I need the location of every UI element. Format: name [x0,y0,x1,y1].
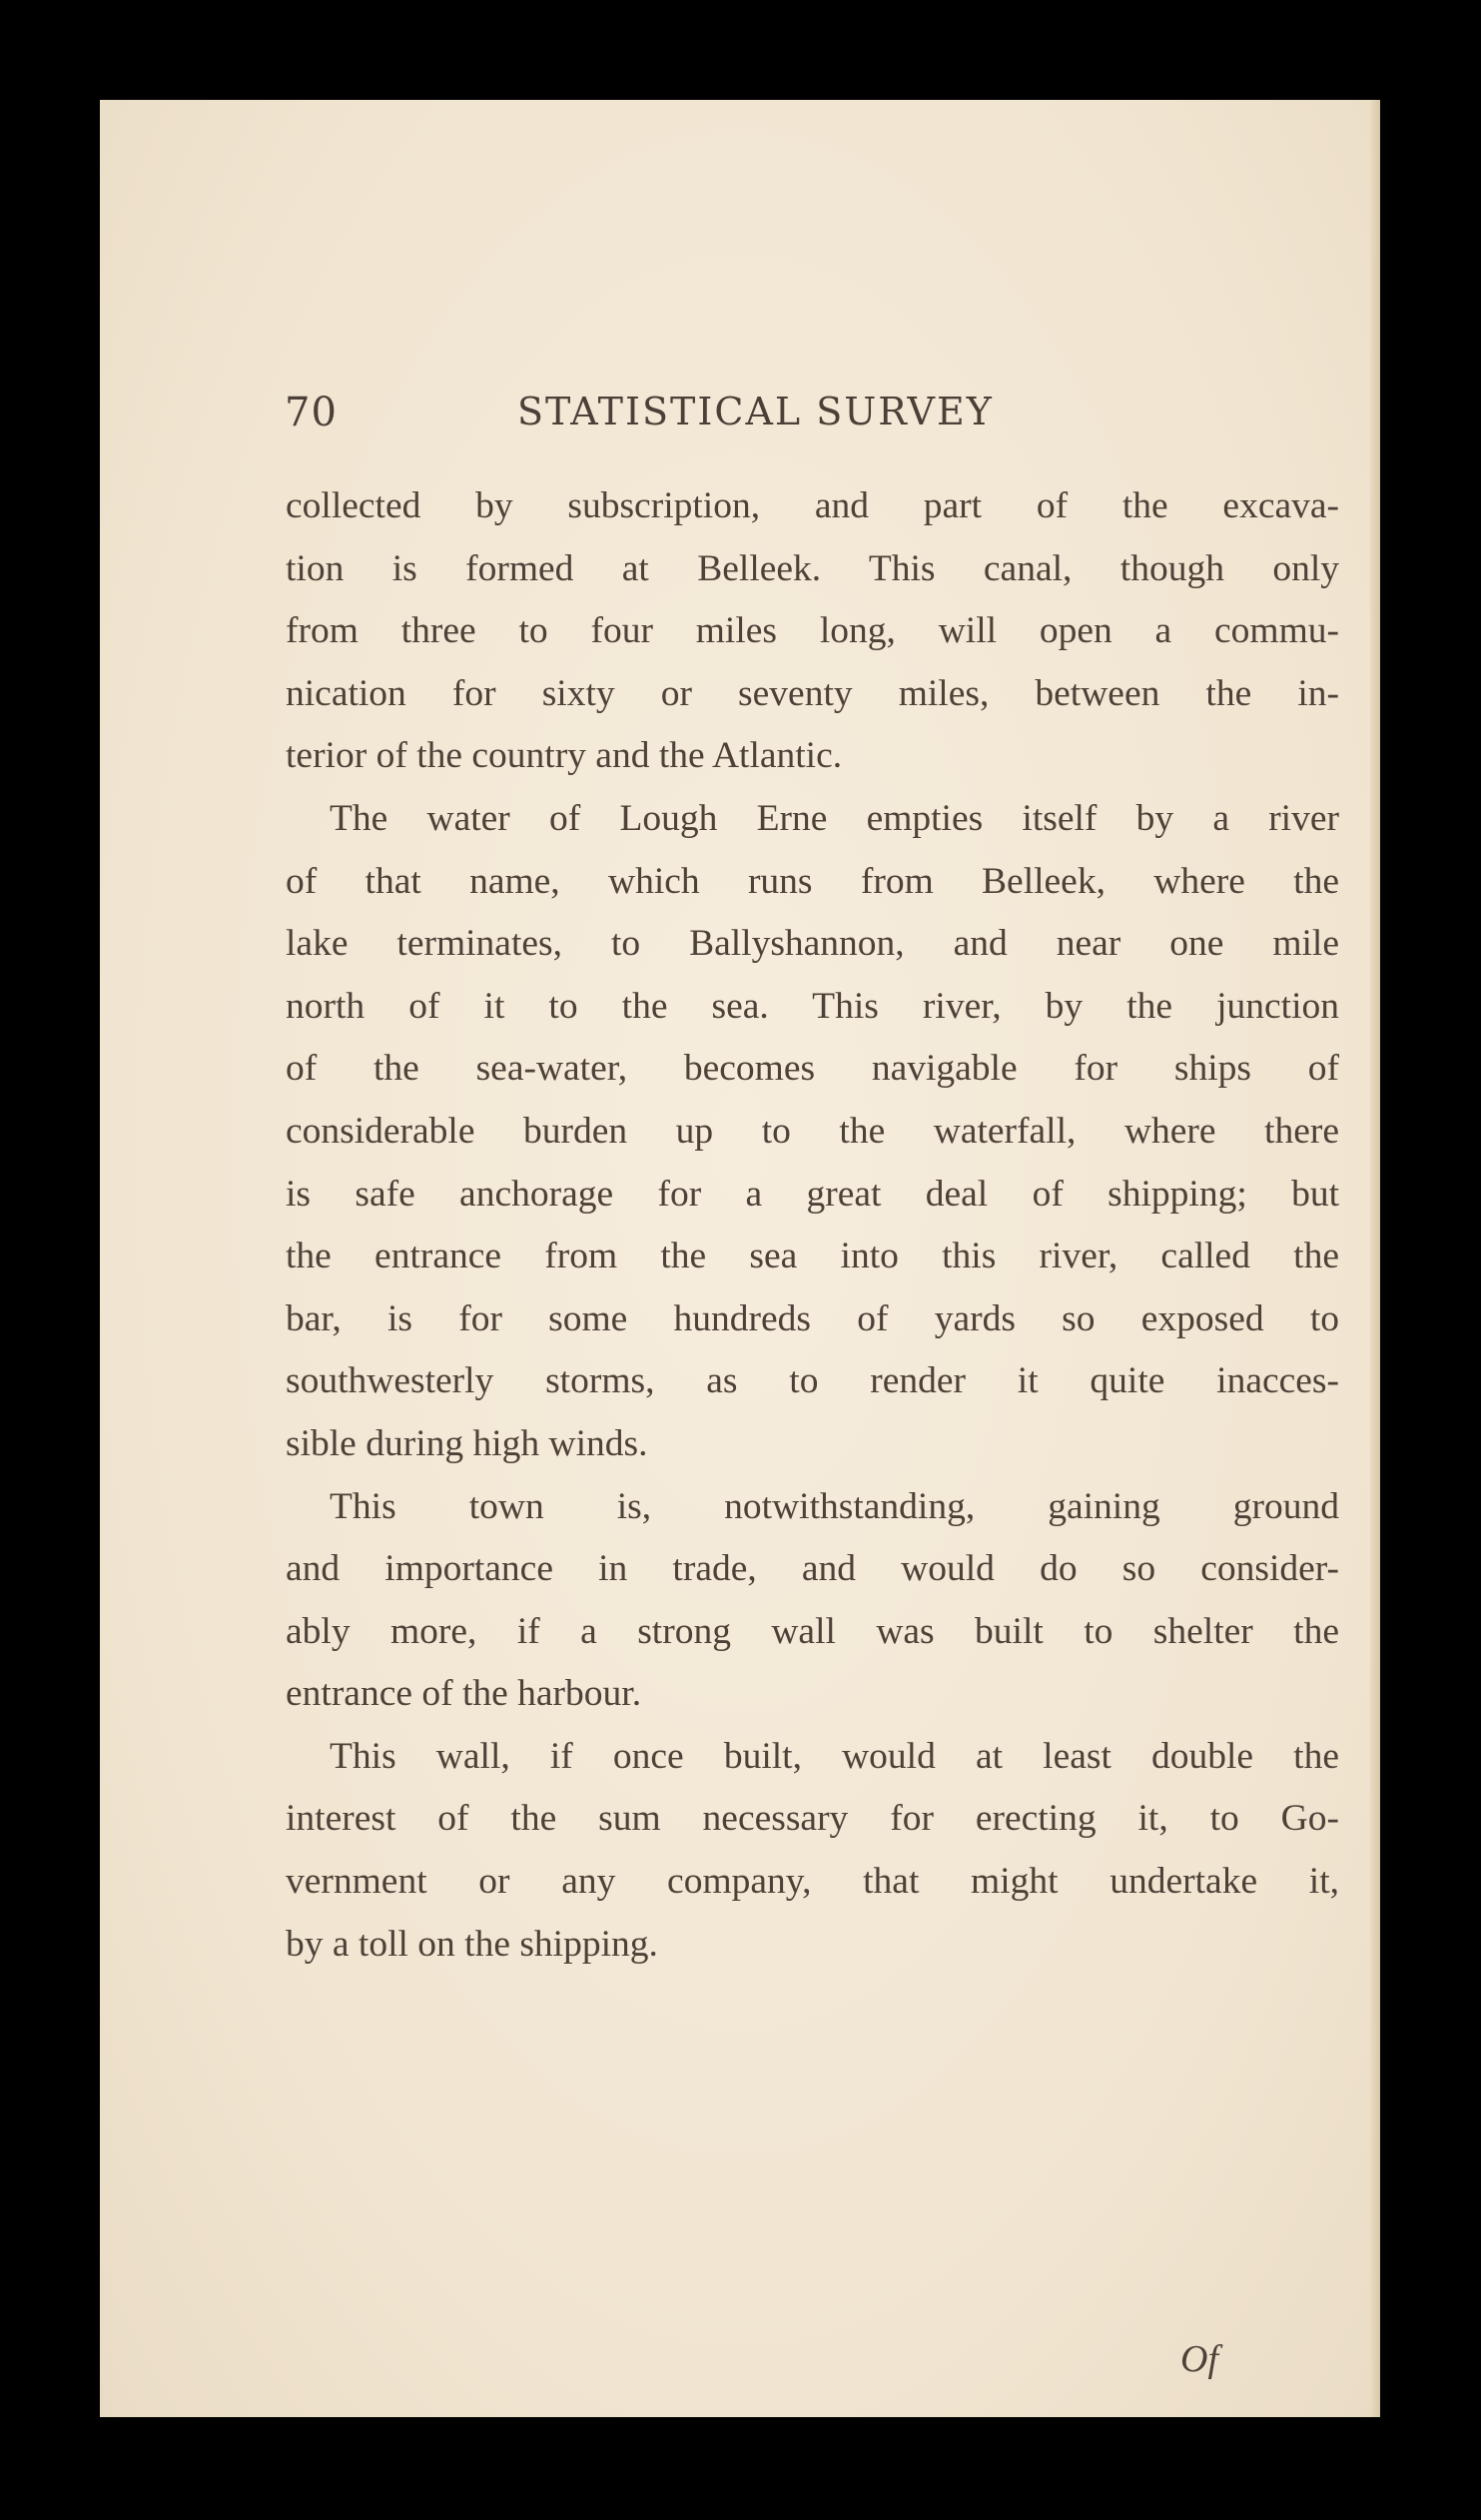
text-line: considerable burden up to the waterfall, where there [286,1110,1339,1152]
page-edge [1370,100,1380,2417]
text-line: bar, is for some hundreds of yards so exposed to [286,1297,1339,1339]
text-line: interest of the sum necessary for erecting it, to Go- [286,1798,1339,1840]
text-line: north of it to the sea. This river, by the junction [286,985,1339,1027]
body-text [286,475,1339,1976]
text-line: tion is formed at Belleek. This canal, though only [286,547,1339,589]
text-line: The water of Lough Erne empties itself by a river [330,797,1339,839]
text-line: entrance of the harbour. [286,1673,642,1715]
text-line: This town is, notwithstanding, gaining ground [330,1485,1339,1527]
page-header [285,390,1333,449]
text-line: ably more, if a strong wall was built to shelter the [286,1610,1339,1652]
text-line: and importance in trade, and would do so consider- [286,1548,1339,1590]
text-line: is safe anchorage for a great deal of shipping; but [286,1173,1339,1215]
text-line: by a toll on the shipping. [286,1923,658,1965]
text-line: southwesterly storms, as to render it quite inacces- [286,1360,1339,1402]
text-line: the entrance from the sea into this river, called the [286,1236,1339,1277]
text-line: sible during high winds. [286,1422,648,1464]
text-line: lake terminates, to Ballyshannon, and near one mile [286,923,1339,965]
text-line: collected by subscription, and part of the excava- [286,485,1339,526]
text-line: from three to four miles long, will open a commu- [286,610,1339,652]
text-line: vernment or any company, that might undertake it, [286,1861,1339,1903]
catchword: Of [1180,2338,1218,2380]
book-page [100,100,1380,2417]
page-number: 70 [285,390,338,435]
text-line: terior of the country and the Atlantic. [286,735,843,777]
text-line: nication for sixty or seventy miles, between the in- [286,672,1339,714]
text-line: of that name, which runs from Belleek, where the [286,860,1339,902]
text-line: This wall, if once built, would at least double the [330,1735,1339,1777]
text-line: of the sea-water, becomes navigable for ships of [286,1048,1339,1090]
running-head: STATISTICAL SURVEY [517,390,994,433]
